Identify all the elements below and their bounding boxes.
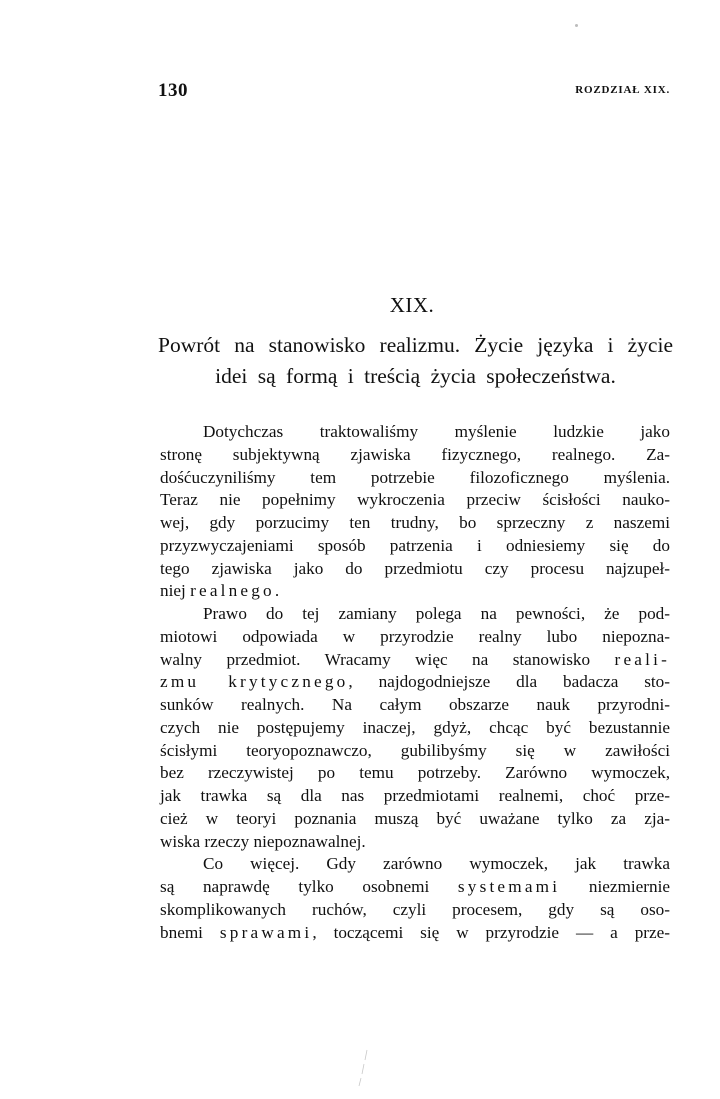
text-line [160,626,670,649]
text-line [160,558,670,581]
text-run: Co więcej. Gdy zarówno wymoczek, jak trawka [203,854,670,874]
pencil-mark [356,1048,370,1088]
text-line [160,694,670,717]
text-run: miotowi odpowiada w przyrodzie realny lubo niepozna- [160,626,670,646]
text-line [160,489,670,512]
text-run: przyzwyczajeniami sposób patrzenia i odniesiemy się do [160,535,670,555]
text-run: cież w teoryi poznania muszą być uważane tylko za zja- [160,808,670,828]
text-line [160,467,670,490]
text-run: , toczącemi się w przyrodzie — a prze- [312,922,670,942]
text-line [160,421,670,444]
chapter-title-line-2: idei są formą i treścią życia społeczeństwa. [215,364,616,388]
text-run: ścisłymi teoryopoznawczo, gubilibyśmy się w zawiłości [160,740,670,760]
chapter-number: XIX. [389,293,435,317]
page-number: 130 [158,80,188,101]
text-run: wiska rzeczy niepoznawalnej. [160,831,366,851]
text-run: bez rzeczywistej po temu potrzeby. Zarówno wymoczek, [160,763,670,783]
text-line [160,808,670,831]
text-line [160,444,670,467]
text-run: dośćuczyniliśmy tem potrzebie filozoficznego myślenia. [160,467,670,487]
text-line [160,671,670,694]
text-run: czych nie postępujemy inaczej, gdyż, chcąc być bezustannie [160,717,670,737]
spaced-emphasis: realnego [190,581,275,601]
running-head [158,80,670,104]
text-line [160,785,670,808]
text-run: bnemi [160,922,220,942]
text-line [160,649,670,672]
text-run: są naprawdę tylko osobnemi [160,877,458,896]
spaced-emphasis: systemami [457,877,561,896]
paper-speck [575,24,578,27]
spaced-emphasis: reali- [614,649,670,669]
text-line [160,853,670,876]
text-line [160,535,670,558]
text-run: tego zjawiska jako do przedmiotu czy procesu najzupeł- [160,558,670,578]
text-run: walny przedmiot. Wracamy więc na stanowisko [160,649,615,669]
text-run: niej [160,581,191,601]
text-run: Dotychczas traktowaliśmy myślenie ludzkie jako [203,422,670,441]
text-line [160,603,670,626]
body-text [160,421,670,944]
text-line [160,899,670,922]
text-line [160,580,670,603]
chapter-title [158,330,673,391]
text-line [160,922,670,945]
text-run: jak trawka są dla nas przedmiotami realnemi, choć prze- [160,786,670,805]
text-line [160,831,670,854]
text-line [160,740,670,763]
text-run: Teraz nie popełnimy wykroczenia przeciw ścisłości nauko- [160,490,670,510]
text-line [160,717,670,740]
text-run: niezmiernie [560,877,670,896]
text-line [160,876,670,899]
chapter-running-head: ROZDZIAŁ XIX. [575,84,670,96]
text-run: Prawo do tej zamiany polega na pewności, że pod- [203,604,670,623]
text-run: . [274,581,280,601]
text-run: sunków realnych. Na całym obszarze nauk przyrodni- [160,695,670,714]
text-line [160,762,670,785]
chapter-title-line-1: Powrót na stanowisko realizmu. Życie języka i życie [158,333,673,357]
text-line [160,512,670,535]
text-run: wej, gdy porzucimy ten trudny, bo sprzeczny z naszemi [160,513,670,532]
text-run: skomplikowanych ruchów, czyli procesem, gdy są oso- [160,899,670,919]
spaced-emphasis: sprawami [219,922,313,942]
text-run: , najdogodniejsze dla badacza sto- [348,672,671,692]
text-run: stronę subjektywną zjawiska fizycznego, realnego. Za- [160,444,670,464]
spaced-emphasis: zmu krytycznego [160,672,349,692]
